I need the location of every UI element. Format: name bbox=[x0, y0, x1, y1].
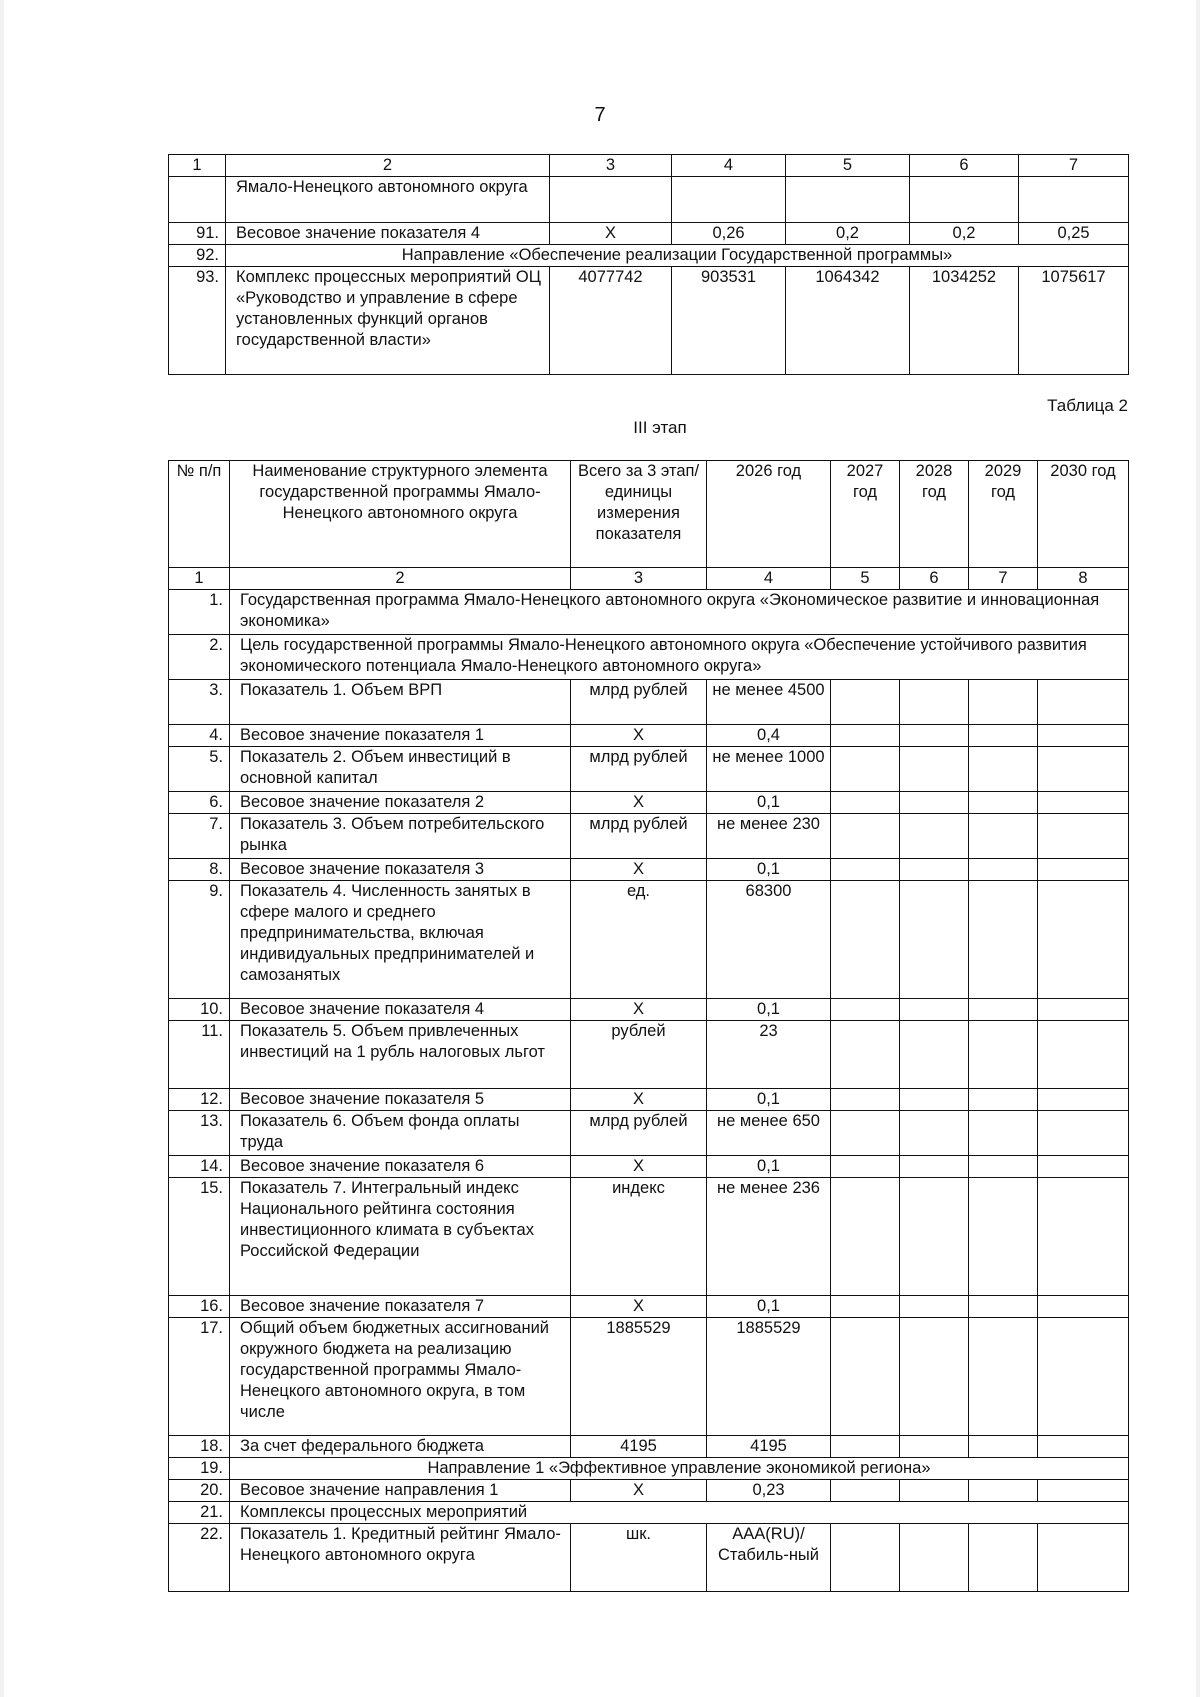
row-number: 19. bbox=[169, 1458, 230, 1480]
table-row bbox=[169, 223, 1129, 245]
empty-cell bbox=[900, 747, 969, 792]
section-title: Государственная программа Ямало-Ненецкого автономного округа «Экономическое развитие и инновационная экономика» bbox=[230, 590, 1129, 635]
empty-cell bbox=[831, 725, 900, 747]
column-number: 4 bbox=[672, 155, 786, 177]
unit-cell: X bbox=[571, 1089, 707, 1111]
column-number: 3 bbox=[571, 568, 707, 590]
empty-cell bbox=[900, 881, 969, 999]
empty-cell bbox=[831, 792, 900, 814]
empty-cell bbox=[900, 1111, 969, 1156]
empty-cell bbox=[1038, 999, 1129, 1021]
unit-cell: рублей bbox=[571, 1021, 707, 1089]
value-2026: не менее 236 bbox=[707, 1178, 831, 1296]
row-number: 4. bbox=[169, 725, 230, 747]
table-row bbox=[169, 680, 1129, 725]
empty-cell bbox=[1038, 881, 1129, 999]
table-2-header-row bbox=[169, 461, 1129, 568]
row-name: Весовое значение показателя 7 bbox=[230, 1296, 571, 1318]
empty-cell bbox=[831, 1021, 900, 1089]
value-2026: 0,1 bbox=[707, 859, 831, 881]
unit-cell: млрд рублей bbox=[571, 1111, 707, 1156]
unit-cell: X bbox=[571, 792, 707, 814]
table-row bbox=[169, 1436, 1129, 1458]
row-number: 15. bbox=[169, 1178, 230, 1296]
row-number: 18. bbox=[169, 1436, 230, 1458]
column-number: 5 bbox=[786, 155, 910, 177]
table-row bbox=[169, 1318, 1129, 1436]
row-number: 5. bbox=[169, 747, 230, 792]
row-name: Показатель 3. Объем потребительского рынка bbox=[230, 814, 571, 859]
empty-cell bbox=[831, 1524, 900, 1592]
empty-cell bbox=[900, 1318, 969, 1436]
empty-cell bbox=[969, 1178, 1038, 1296]
row-name: Общий объем бюджетных ассигнований окружного бюджета на реализацию государственной программы Ямало-Ненецкого автономного округа, в том числе bbox=[230, 1318, 571, 1436]
value-2026: 0,23 bbox=[707, 1480, 831, 1502]
row-name: Весовое значение показателя 2 bbox=[230, 792, 571, 814]
row-number: 91. bbox=[169, 223, 226, 245]
row-name: Весовое значение показателя 5 bbox=[230, 1089, 571, 1111]
column-header: 2028 год bbox=[900, 461, 969, 568]
empty-cell bbox=[900, 1021, 969, 1089]
value-2026: AAA(RU)/ Стабиль-ный bbox=[707, 1524, 831, 1592]
table-row bbox=[169, 814, 1129, 859]
empty-cell bbox=[969, 1524, 1038, 1592]
unit-cell: X bbox=[571, 859, 707, 881]
value-cell: 1064342 bbox=[786, 267, 910, 375]
empty-cell bbox=[969, 859, 1038, 881]
empty-cell bbox=[969, 1111, 1038, 1156]
empty-cell bbox=[969, 1480, 1038, 1502]
value-2026: 0,1 bbox=[707, 1089, 831, 1111]
row-name: Весовое значение показателя 4 bbox=[230, 999, 571, 1021]
empty-cell bbox=[1038, 814, 1129, 859]
row-number: 7. bbox=[169, 814, 230, 859]
value-2026: не менее 230 bbox=[707, 814, 831, 859]
value-cell: 0,2 bbox=[786, 223, 910, 245]
table-2 bbox=[168, 460, 1129, 1592]
value-2026: 1885529 bbox=[707, 1318, 831, 1436]
empty-cell bbox=[900, 792, 969, 814]
column-number: 4 bbox=[707, 568, 831, 590]
empty-cell bbox=[831, 859, 900, 881]
empty-cell bbox=[831, 1111, 900, 1156]
empty-cell bbox=[831, 680, 900, 725]
value-2026: 0,4 bbox=[707, 725, 831, 747]
empty-cell bbox=[831, 747, 900, 792]
empty-cell bbox=[831, 881, 900, 999]
row-name: Комплекс процессных мероприятий ОЦ «Руководство и управление в сфере установленных функций органов государственной власти» bbox=[226, 267, 550, 375]
table-1-header-row bbox=[169, 155, 1129, 177]
table-row bbox=[169, 1480, 1129, 1502]
row-name: Показатель 4. Численность занятых в сфере малого и среднего предпринимательства, включая индивидуальных предпринимателей и самозанятых bbox=[230, 881, 571, 999]
row-name: Весовое значение направления 1 bbox=[230, 1480, 571, 1502]
row-number: 2. bbox=[169, 635, 230, 680]
column-number: 8 bbox=[1038, 568, 1129, 590]
unit-cell: 1885529 bbox=[571, 1318, 707, 1436]
value-2026: 4195 bbox=[707, 1436, 831, 1458]
row-name: За счет федерального бюджета bbox=[230, 1436, 571, 1458]
empty-cell bbox=[969, 792, 1038, 814]
table-row bbox=[169, 1156, 1129, 1178]
empty-cell bbox=[969, 747, 1038, 792]
value-2026: не менее 1000 bbox=[707, 747, 831, 792]
row-name: Показатель 2. Объем инвестиций в основной капитал bbox=[230, 747, 571, 792]
page-number: 7 bbox=[594, 104, 606, 126]
value-cell: 1075617 bbox=[1019, 267, 1129, 375]
empty-cell bbox=[831, 1436, 900, 1458]
unit-cell: индекс bbox=[571, 1178, 707, 1296]
row-number: 93. bbox=[169, 267, 226, 375]
empty-cell bbox=[1038, 725, 1129, 747]
value-cell: X bbox=[550, 223, 672, 245]
table-row bbox=[169, 1089, 1129, 1111]
value-2026: 23 bbox=[707, 1021, 831, 1089]
empty-cell bbox=[1038, 1089, 1129, 1111]
empty-cell bbox=[1038, 1524, 1129, 1592]
column-number: 7 bbox=[969, 568, 1038, 590]
value-cell bbox=[786, 177, 910, 223]
direction-title: Направление 1 «Эффективное управление экономикой региона» bbox=[230, 1458, 1129, 1480]
table-2-stage: III этап bbox=[633, 418, 687, 437]
column-header: № п/п bbox=[169, 461, 230, 568]
unit-cell: X bbox=[571, 1296, 707, 1318]
value-cell bbox=[910, 177, 1019, 223]
row-name: Показатель 7. Интегральный индекс Национального рейтинга состояния инвестиционного климата в субъектах Российской Федерации bbox=[230, 1178, 571, 1296]
unit-cell: ед. bbox=[571, 881, 707, 999]
row-name: Показатель 6. Объем фонда оплаты труда bbox=[230, 1111, 571, 1156]
column-number: 2 bbox=[226, 155, 550, 177]
table-row bbox=[169, 1178, 1129, 1296]
empty-cell bbox=[1038, 1021, 1129, 1089]
empty-cell bbox=[969, 680, 1038, 725]
value-cell bbox=[672, 177, 786, 223]
row-name: Весовое значение показателя 6 bbox=[230, 1156, 571, 1178]
empty-cell bbox=[900, 1156, 969, 1178]
empty-cell bbox=[1038, 1111, 1129, 1156]
column-number: 3 bbox=[550, 155, 672, 177]
column-number: 2 bbox=[230, 568, 571, 590]
empty-cell bbox=[1038, 1318, 1129, 1436]
empty-cell bbox=[1038, 747, 1129, 792]
empty-cell bbox=[831, 999, 900, 1021]
empty-cell bbox=[900, 1436, 969, 1458]
empty-cell bbox=[831, 1156, 900, 1178]
empty-cell bbox=[969, 1156, 1038, 1178]
row-number: 11. bbox=[169, 1021, 230, 1089]
row-number: 21. bbox=[169, 1502, 230, 1524]
value-2026: 68300 bbox=[707, 881, 831, 999]
row-number: 14. bbox=[169, 1156, 230, 1178]
unit-cell: X bbox=[571, 725, 707, 747]
value-cell: 0,25 bbox=[1019, 223, 1129, 245]
value-2026: 0,1 bbox=[707, 792, 831, 814]
empty-cell bbox=[969, 1089, 1038, 1111]
row-name: Весовое значение показателя 1 bbox=[230, 725, 571, 747]
table-row bbox=[169, 1502, 1129, 1524]
row-number: 3. bbox=[169, 680, 230, 725]
section-title: Комплексы процессных мероприятий bbox=[230, 1502, 1129, 1524]
table-row bbox=[169, 267, 1129, 375]
empty-cell bbox=[969, 1296, 1038, 1318]
document-page bbox=[4, 0, 1196, 1697]
table-row bbox=[169, 725, 1129, 747]
unit-cell: шк. bbox=[571, 1524, 707, 1592]
row-number: 16. bbox=[169, 1296, 230, 1318]
table-row bbox=[169, 1524, 1129, 1592]
row-name: Весовое значение показателя 4 bbox=[226, 223, 550, 245]
empty-cell bbox=[1038, 1480, 1129, 1502]
column-number: 5 bbox=[831, 568, 900, 590]
unit-cell: 4195 bbox=[571, 1436, 707, 1458]
column-number: 7 bbox=[1019, 155, 1129, 177]
row-number: 13. bbox=[169, 1111, 230, 1156]
empty-cell bbox=[969, 881, 1038, 999]
empty-cell bbox=[831, 1178, 900, 1296]
empty-cell bbox=[900, 1524, 969, 1592]
value-2026: 0,1 bbox=[707, 1156, 831, 1178]
table-row bbox=[169, 177, 1129, 223]
empty-cell bbox=[900, 680, 969, 725]
empty-cell bbox=[1038, 1296, 1129, 1318]
empty-cell bbox=[969, 1436, 1038, 1458]
column-number: 1 bbox=[169, 568, 230, 590]
column-header: 2026 год bbox=[707, 461, 831, 568]
empty-cell bbox=[900, 859, 969, 881]
value-cell: 0,2 bbox=[910, 223, 1019, 245]
empty-cell bbox=[900, 1296, 969, 1318]
row-number bbox=[169, 177, 226, 223]
empty-cell bbox=[831, 814, 900, 859]
empty-cell bbox=[969, 814, 1038, 859]
table-2-caption: Таблица 2 bbox=[1047, 396, 1128, 415]
row-number: 10. bbox=[169, 999, 230, 1021]
table-row bbox=[169, 635, 1129, 680]
value-cell bbox=[1019, 177, 1129, 223]
table-row bbox=[169, 1111, 1129, 1156]
unit-cell: млрд рублей bbox=[571, 814, 707, 859]
column-number: 1 bbox=[169, 155, 226, 177]
value-2026: не менее 650 bbox=[707, 1111, 831, 1156]
value-cell: 4077742 bbox=[550, 267, 672, 375]
value-2026: 0,1 bbox=[707, 999, 831, 1021]
row-name: Показатель 1. Кредитный рейтинг Ямало-Ненецкого автономного округа bbox=[230, 1524, 571, 1592]
table-2-number-row bbox=[169, 568, 1129, 590]
unit-cell: млрд рублей bbox=[571, 680, 707, 725]
empty-cell bbox=[831, 1296, 900, 1318]
table-row bbox=[169, 245, 1129, 267]
empty-cell bbox=[900, 725, 969, 747]
row-number: 12. bbox=[169, 1089, 230, 1111]
table-row bbox=[169, 747, 1129, 792]
row-name: Показатель 1. Объем ВРП bbox=[230, 680, 571, 725]
column-header: 2027 год bbox=[831, 461, 900, 568]
value-cell: 903531 bbox=[672, 267, 786, 375]
value-cell: 1034252 bbox=[910, 267, 1019, 375]
unit-cell: X bbox=[571, 1156, 707, 1178]
empty-cell bbox=[1038, 859, 1129, 881]
row-number: 17. bbox=[169, 1318, 230, 1436]
row-number: 1. bbox=[169, 590, 230, 635]
table-row bbox=[169, 792, 1129, 814]
row-name: Весовое значение показателя 3 bbox=[230, 859, 571, 881]
row-number: 92. bbox=[169, 245, 226, 267]
direction-title: Направление «Обеспечение реализации Государственной программы» bbox=[226, 245, 1129, 267]
table-row bbox=[169, 1458, 1129, 1480]
unit-cell: млрд рублей bbox=[571, 747, 707, 792]
empty-cell bbox=[831, 1089, 900, 1111]
empty-cell bbox=[900, 1089, 969, 1111]
table-row bbox=[169, 859, 1129, 881]
empty-cell bbox=[900, 999, 969, 1021]
empty-cell bbox=[900, 814, 969, 859]
empty-cell bbox=[969, 725, 1038, 747]
row-number: 6. bbox=[169, 792, 230, 814]
empty-cell bbox=[831, 1480, 900, 1502]
table-row bbox=[169, 999, 1129, 1021]
column-header: 2030 год bbox=[1038, 461, 1129, 568]
empty-cell bbox=[1038, 1156, 1129, 1178]
empty-cell bbox=[831, 1318, 900, 1436]
value-2026: 0,1 bbox=[707, 1296, 831, 1318]
row-number: 8. bbox=[169, 859, 230, 881]
column-header: Наименование структурного элемента государственной программы Ямало-Ненецкого автономного округа bbox=[230, 461, 571, 568]
table-row bbox=[169, 881, 1129, 999]
row-number: 9. bbox=[169, 881, 230, 999]
table-row bbox=[169, 590, 1129, 635]
section-title: Цель государственной программы Ямало-Ненецкого автономного округа «Обеспечение устойчивого развития экономического потенциала Ямало-Ненецкого автономного округа» bbox=[230, 635, 1129, 680]
value-cell bbox=[550, 177, 672, 223]
empty-cell bbox=[1038, 1436, 1129, 1458]
unit-cell: X bbox=[571, 999, 707, 1021]
empty-cell bbox=[900, 1178, 969, 1296]
column-header: 2029 год bbox=[969, 461, 1038, 568]
column-number: 6 bbox=[900, 568, 969, 590]
empty-cell bbox=[969, 1021, 1038, 1089]
empty-cell bbox=[969, 999, 1038, 1021]
empty-cell bbox=[1038, 1178, 1129, 1296]
row-name: Ямало-Ненецкого автономного округа bbox=[226, 177, 550, 223]
table-row bbox=[169, 1296, 1129, 1318]
table-1 bbox=[168, 154, 1129, 375]
value-2026: не менее 4500 bbox=[707, 680, 831, 725]
empty-cell bbox=[1038, 680, 1129, 725]
row-number: 22. bbox=[169, 1524, 230, 1592]
row-name: Показатель 5. Объем привлеченных инвестиций на 1 рубль налоговых льгот bbox=[230, 1021, 571, 1089]
empty-cell bbox=[900, 1480, 969, 1502]
unit-cell: X bbox=[571, 1480, 707, 1502]
row-number: 20. bbox=[169, 1480, 230, 1502]
column-number: 6 bbox=[910, 155, 1019, 177]
value-cell: 0,26 bbox=[672, 223, 786, 245]
empty-cell bbox=[969, 1318, 1038, 1436]
table-row bbox=[169, 1021, 1129, 1089]
column-header: Всего за 3 этап/ единицы измерения показателя bbox=[571, 461, 707, 568]
empty-cell bbox=[1038, 792, 1129, 814]
